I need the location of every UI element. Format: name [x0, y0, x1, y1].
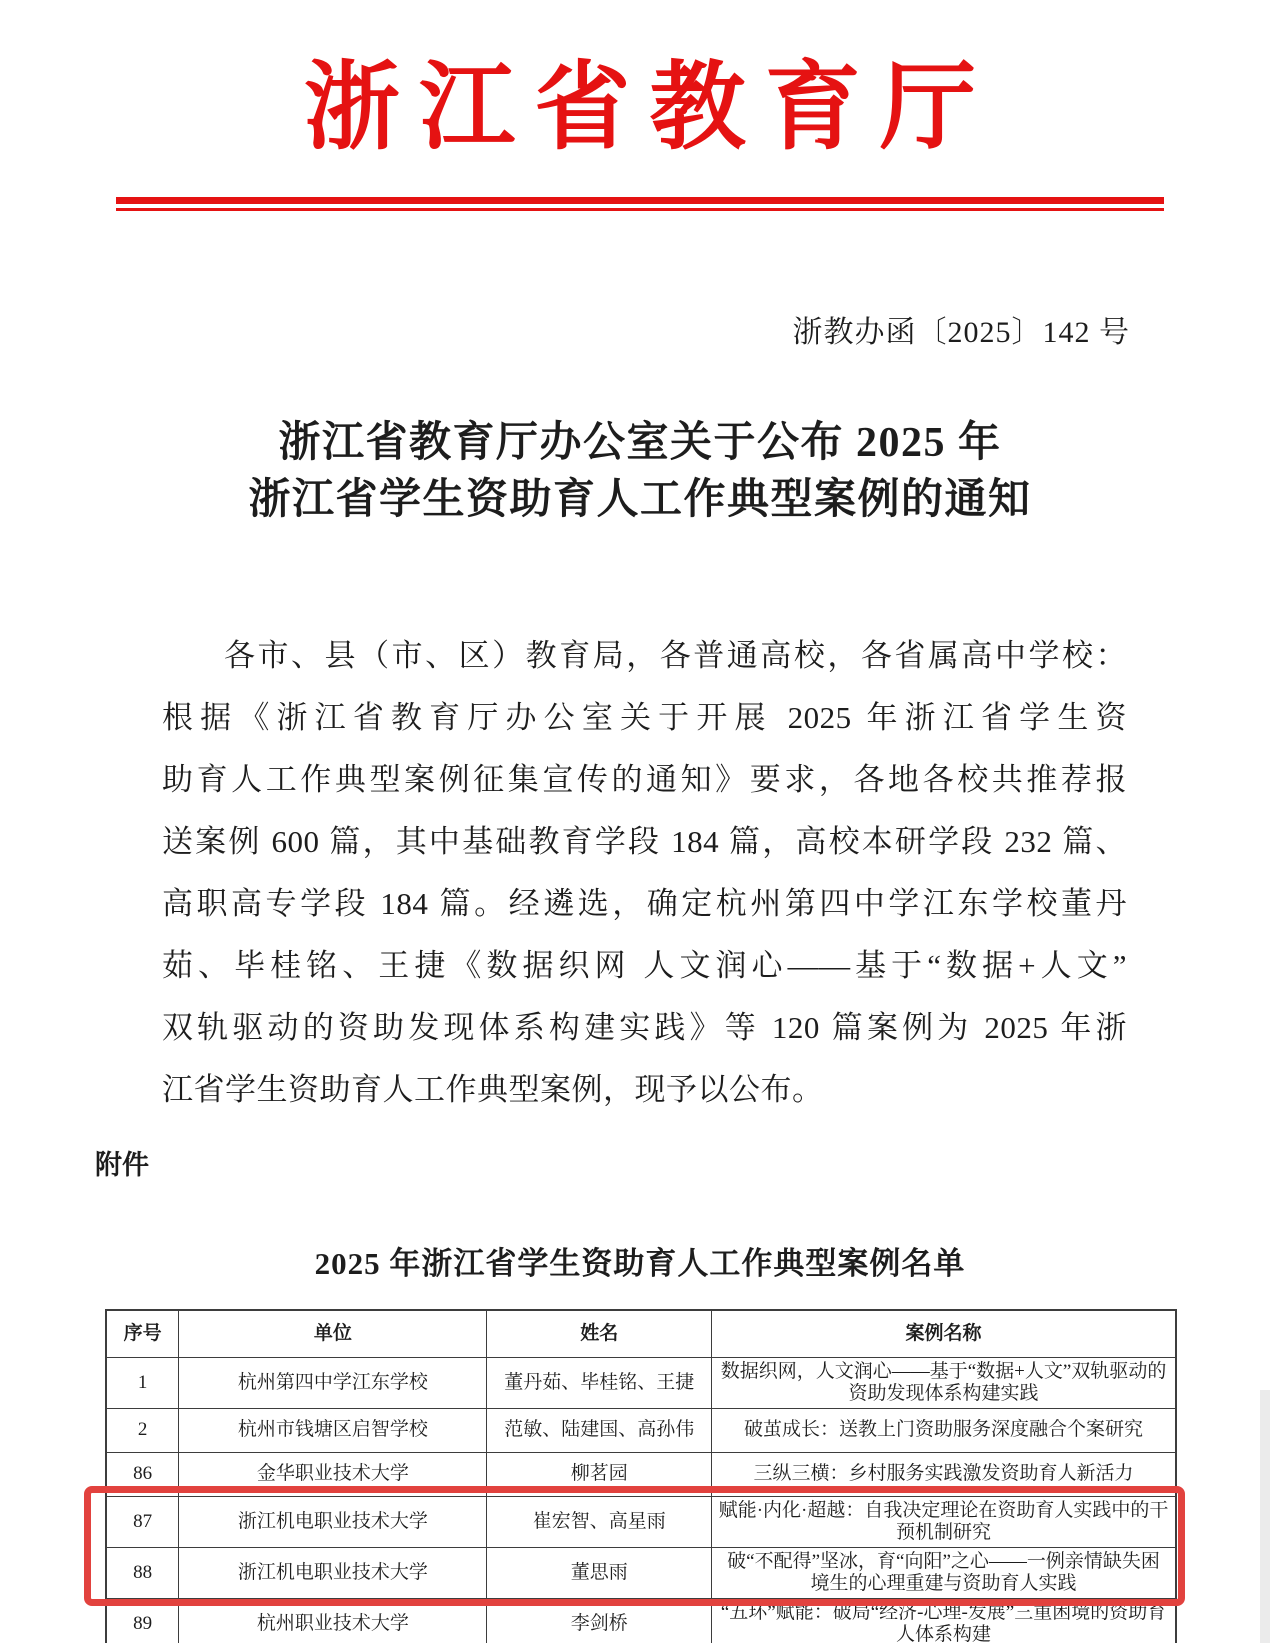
- col-header-no: 序号: [106, 1310, 179, 1358]
- col-header-unit: 单位: [179, 1310, 487, 1358]
- cell-case: 数据织网，人文润心——基于“数据+人文”双轨驱动的资助发现体系构建实践: [712, 1357, 1176, 1408]
- doc-number: 浙教办函〔2025〕142 号: [792, 315, 1130, 349]
- table-row: [106, 1598, 1176, 1643]
- cell-no: 86: [106, 1452, 179, 1496]
- header-divider: [116, 197, 1164, 211]
- table-row: [106, 1496, 1176, 1547]
- cell-case: 三纵三横：乡村服务实践激发资助育人新活力: [712, 1452, 1176, 1496]
- body-line: 助育人工作典型案例征集宣传的通知》要求，各地各校共推荐报: [162, 761, 1127, 797]
- document-title: [0, 415, 1280, 529]
- cell-unit: 浙江机电职业技术大学: [179, 1496, 487, 1547]
- body-line: 双轨驱动的资助发现体系构建实践》等 120 篇案例为 2025 年浙: [162, 1009, 1127, 1045]
- cell-names: 崔宏智、高星雨: [487, 1496, 712, 1547]
- cell-case: 赋能·内化·超越：自我决定理论在资助育人实践中的干预机制研究: [712, 1496, 1176, 1547]
- scan-edge-shadow: [1260, 1390, 1270, 1643]
- table-row: [106, 1452, 1176, 1496]
- cell-no: 87: [106, 1496, 179, 1547]
- col-header-case: 案例名称: [712, 1310, 1176, 1358]
- cell-names: 李剑桥: [487, 1598, 712, 1643]
- cell-unit: 杭州第四中学江东学校: [179, 1357, 487, 1408]
- cell-unit: 杭州职业技术大学: [179, 1598, 487, 1643]
- table-body: [106, 1357, 1176, 1643]
- cell-unit: 杭州市钱塘区启智学校: [179, 1408, 487, 1452]
- cell-no: 1: [106, 1357, 179, 1408]
- body-line: 茹、毕桂铭、王捷《数据织网 人文润心——基于“数据+人文”: [162, 947, 1127, 983]
- body-line: 江省学生资助育人工作典型案例，现予以公布。: [162, 1071, 824, 1107]
- table-row: [106, 1408, 1176, 1452]
- cell-case: “五环”赋能：破局“经济-心理-发展”三重困境的资助育人体系构建: [712, 1598, 1176, 1643]
- col-header-names: 姓名: [487, 1310, 712, 1358]
- table-header-row: [106, 1310, 1176, 1358]
- cell-no: 2: [106, 1408, 179, 1452]
- body-line: 送案例 600 篇，其中基础教育学段 184 篇，高校本研学段 232 篇、: [162, 823, 1127, 859]
- cell-case: 破“不配得”坚冰，育“向阳”之心——一例亲情缺失困境生的心理重建与资助育人实践: [712, 1547, 1176, 1598]
- table-wrapper: [105, 1309, 1175, 1643]
- document-title-line2: 浙江省学生资助育人工作典型案例的通知: [248, 476, 1032, 523]
- table-title: 2025 年浙江省学生资助育人工作典型案例名单: [314, 1245, 966, 1281]
- cell-names: 董思雨: [487, 1547, 712, 1598]
- document-title-line1: 浙江省教育厅办公室关于公布 2025 年: [278, 419, 1002, 466]
- cell-names: 董丹茹、毕桂铭、王捷: [487, 1357, 712, 1408]
- divider-thick-line: [116, 197, 1164, 204]
- cell-no: 88: [106, 1547, 179, 1598]
- cell-unit: 浙江机电职业技术大学: [179, 1547, 487, 1598]
- body-text: [0, 625, 1280, 1121]
- body-line: 根据《浙江省教育厅办公室关于开展 2025 年浙江省学生资: [162, 699, 1127, 735]
- cell-case: 破茧成长：送教上门资助服务深度融合个案研究: [712, 1408, 1176, 1452]
- table-row: [106, 1357, 1176, 1408]
- case-table: [105, 1309, 1177, 1643]
- divider-thin-line: [116, 208, 1164, 211]
- agency-title: 浙江省教育厅: [303, 54, 996, 161]
- body-line: 各市、县（市、区）教育局，各普通高校，各省属高中学校：: [224, 637, 1127, 673]
- cell-names: 范敏、陆建国、高孙伟: [487, 1408, 712, 1452]
- table-row: [106, 1547, 1176, 1598]
- attachment-label: 附件: [95, 1149, 149, 1180]
- body-line: 高职高专学段 184 篇。经遴选，确定杭州第四中学江东学校董丹: [162, 885, 1127, 921]
- cell-names: 柳茗园: [487, 1452, 712, 1496]
- cell-unit: 金华职业技术大学: [179, 1452, 487, 1496]
- cell-no: 89: [106, 1598, 179, 1643]
